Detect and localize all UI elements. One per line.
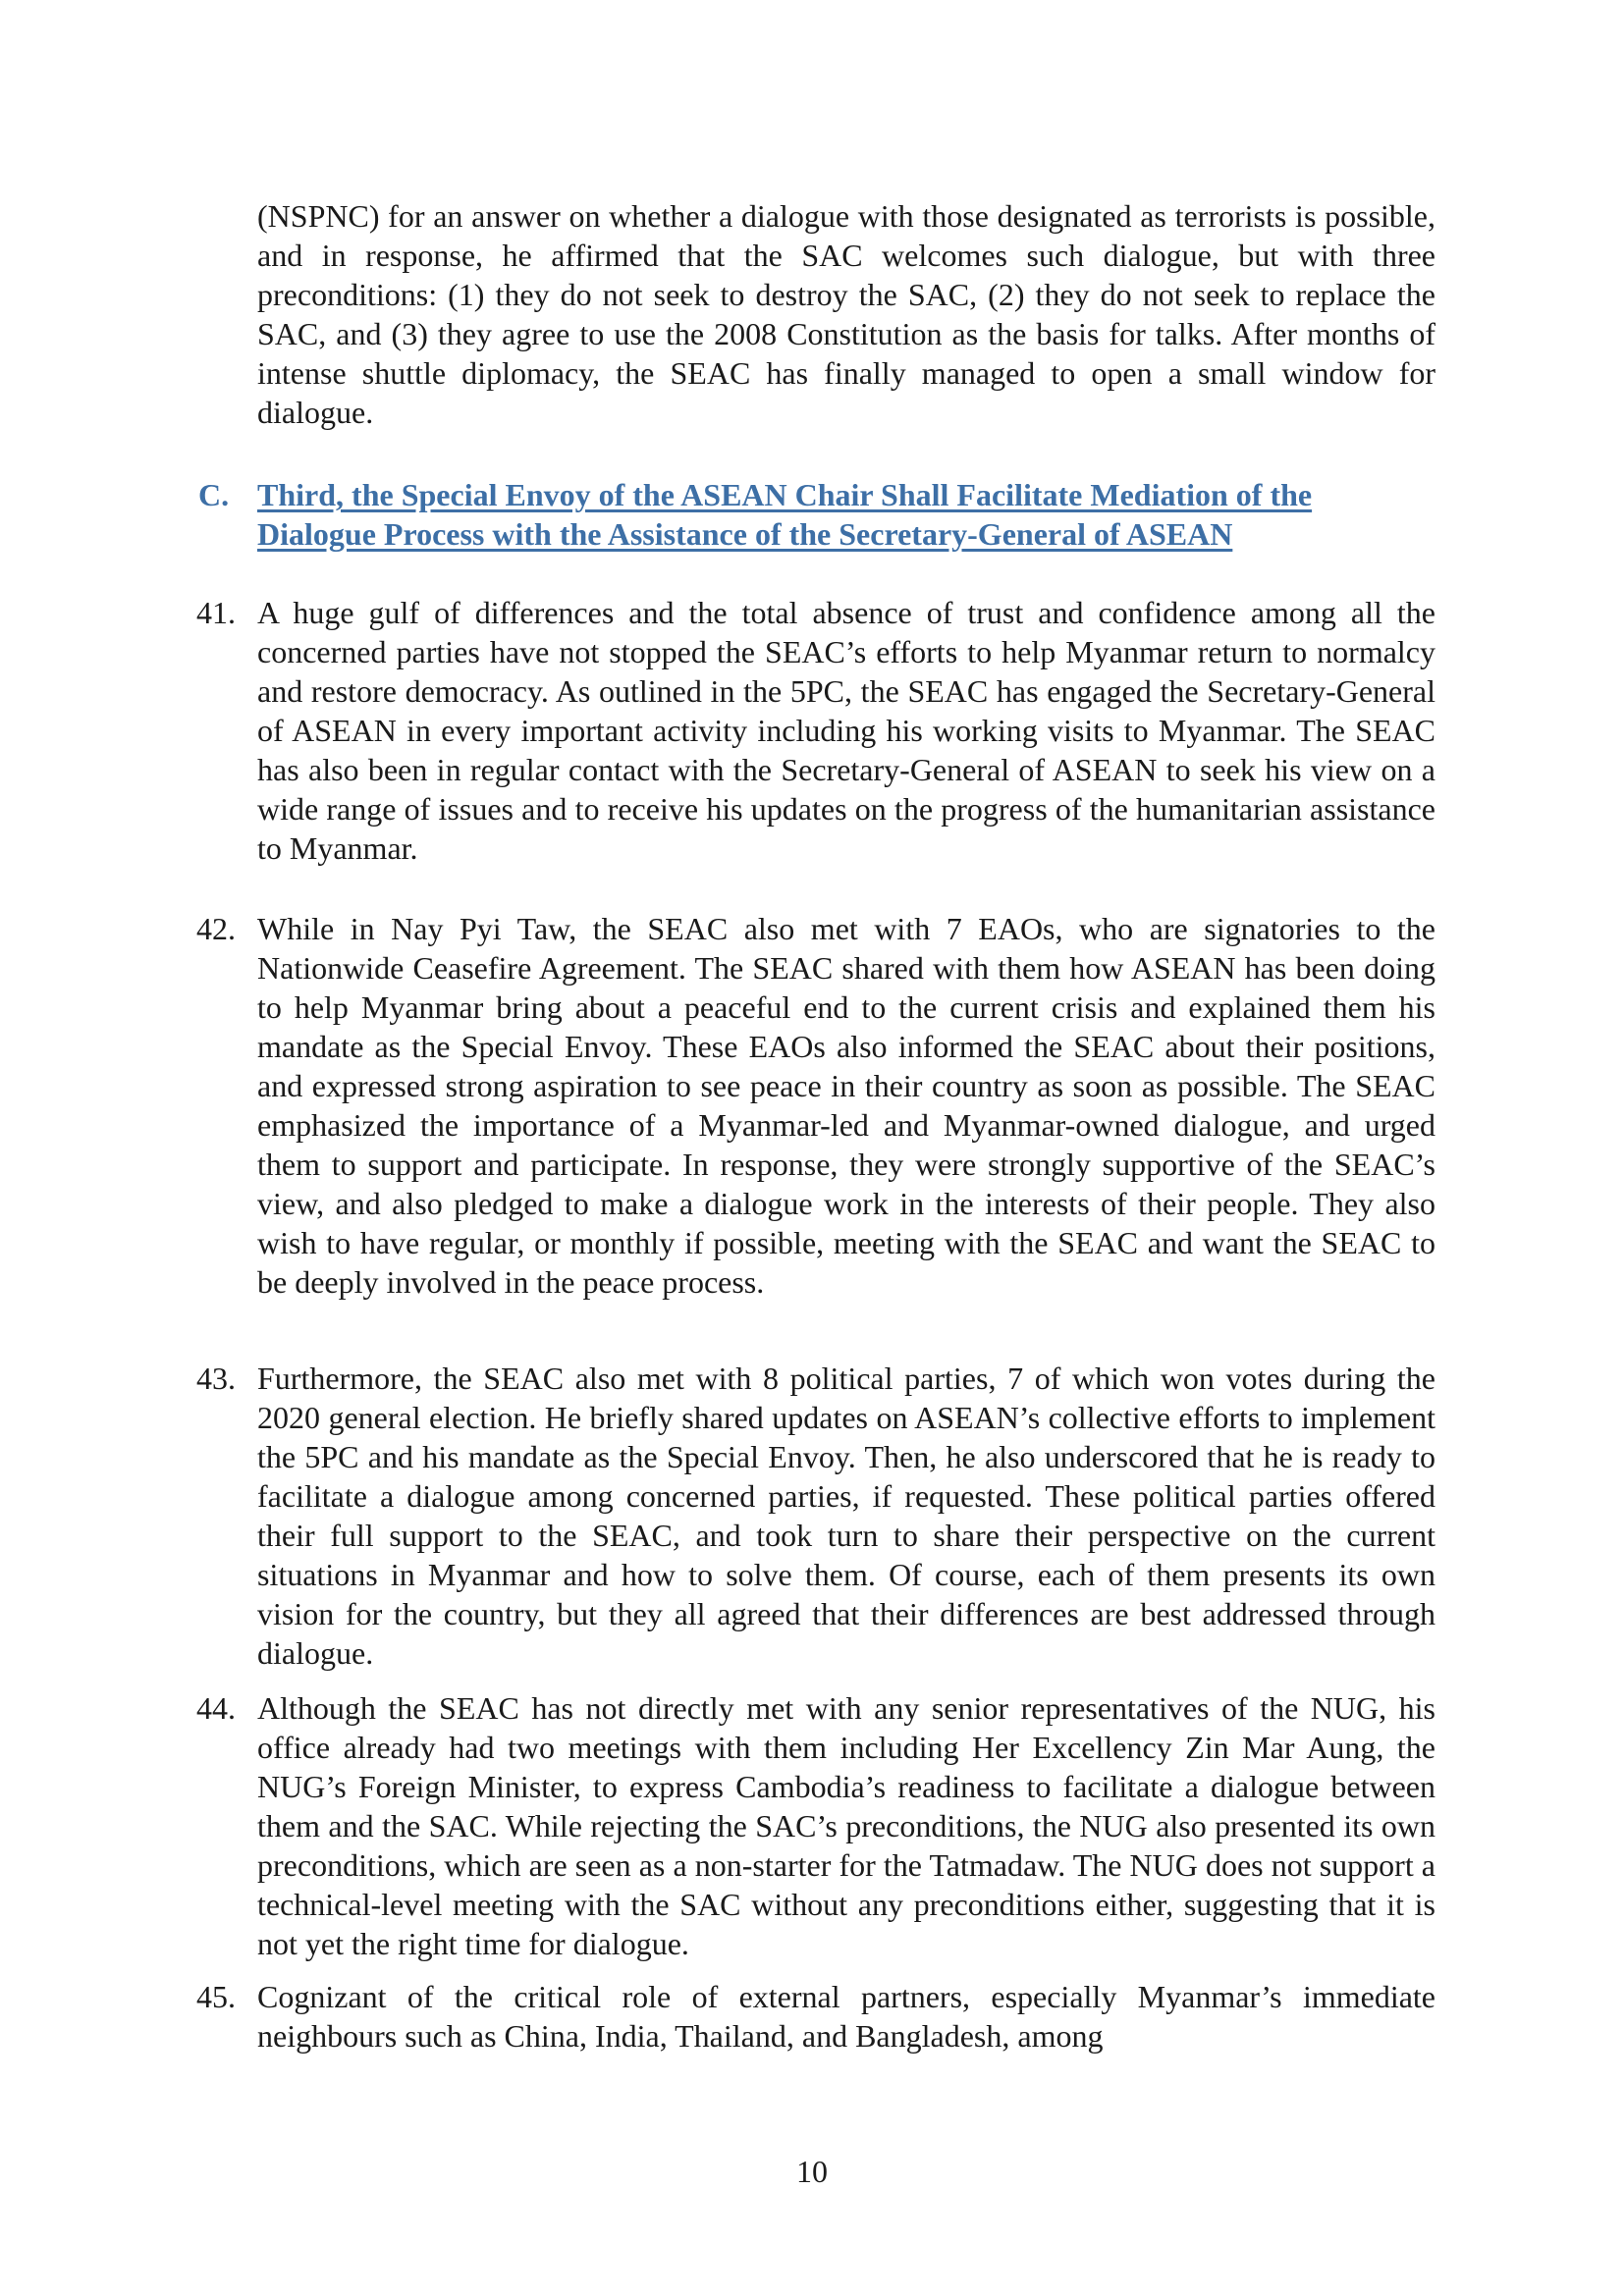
paragraph-45 xyxy=(196,1977,1435,2056)
paragraph-text: Cognizant of the critical role of external partners, especially Myanmar’s immediate neighbours such as China, India, Thailand, and Bangladesh, among xyxy=(257,1979,1435,2054)
paragraph-number: 45. xyxy=(196,1979,236,2014)
section-title: Third, the Special Envoy of the ASEAN Chair Shall Facilitate Mediation of the Dialogue Process with the Assistance of the Secretary-General of ASEAN xyxy=(257,477,1313,552)
page-number: 10 xyxy=(796,2154,828,2189)
paragraph-text: Furthermore, the SEAC also met with 8 political parties, 7 of which won votes during the 2020 general election. He briefly shared updates on ASEAN’s collective efforts to implement the 5PC and his mandate as the Special Envoy. Then, he also underscored that he is ready to facilitate a dialogue among concerned parties, if requested. These political parties offered their full support to the SEAC, and took turn to share their perspective on the current situations in Myanmar and how to solve them. Of course, each of them presents its own vision for the country, but they all agreed that their differences are best addressed through dialogue. xyxy=(257,1361,1435,1671)
paragraph-42 xyxy=(196,909,1435,1302)
paragraph-number: 42. xyxy=(196,911,236,946)
paragraph-number: 43. xyxy=(196,1361,236,1396)
section-letter: C. xyxy=(198,477,230,512)
paragraph-text: While in Nay Pyi Taw, the SEAC also met with 7 EAOs, who are signatories to the Nationwide Ceasefire Agreement. The SEAC shared with them how ASEAN has been doing to help Myanmar bring about a peaceful end to the current crisis and explained them his mandate as the Special Envoy. These EAOs also informed the SEAC about their positions, and expressed strong aspiration to see peace in their country as soon as possible. The SEAC emphasized the importance of a Myanmar-led and Myanmar-owned dialogue, and urged them to support and participate. In response, they were strongly supportive of the SEAC’s view, and also pledged to make a dialogue work in the interests of their people. They also wish to have regular, or monthly if possible, meeting with the SEAC and want the SEAC to be deeply involved in the peace process. xyxy=(257,911,1435,1300)
paragraph-number: 41. xyxy=(196,595,236,630)
paragraph-text: A huge gulf of differences and the total absence of trust and confidence among all the concerned parties have not stopped the SEAC’s efforts to help Myanmar return to normalcy and restore democracy. As outlined in the 5PC, the SEAC has engaged the Secretary-General of ASEAN in every important activity including his working visits to Myanmar. The SEAC has also been in regular contact with the Secretary-General of ASEAN to seek his view on a wide range of issues and to receive his updates on the progress of the humanitarian assistance to Myanmar. xyxy=(257,595,1435,866)
paragraph-44 xyxy=(196,1688,1435,1963)
paragraph-41 xyxy=(196,593,1435,868)
paragraph-number: 44. xyxy=(196,1690,236,1726)
paragraph-43 xyxy=(196,1359,1435,1673)
paragraph-text: Although the SEAC has not directly met with any senior representatives of the NUG, his office already had two meetings with them including Her Excellency Zin Mar Aung, the NUG’s Foreign Minister, to express Cambodia’s readiness to facilitate a dialogue between them and the SAC. While rejecting the SAC’s preconditions, the NUG also presented its own preconditions, which are seen as a non-starter for the Tatmadaw. The NUG does not support a technical-level meeting with the SAC without any preconditions either, suggesting that it is not yet the right time for dialogue. xyxy=(257,1690,1435,1961)
intro-paragraph: (NSPNC) for an answer on whether a dialogue with those designated as terrorists is possible, and in response, he affirmed that the SAC welcomes such dialogue, but with three preconditions: (1) they do not seek to destroy the SAC, (2) they do not seek to replace the SAC, and (3) they agree to use the 2008 Constitution as the basis for talks. After months of intense shuttle diplomacy, the SEAC has finally managed to open a small window for dialogue. xyxy=(257,198,1435,430)
